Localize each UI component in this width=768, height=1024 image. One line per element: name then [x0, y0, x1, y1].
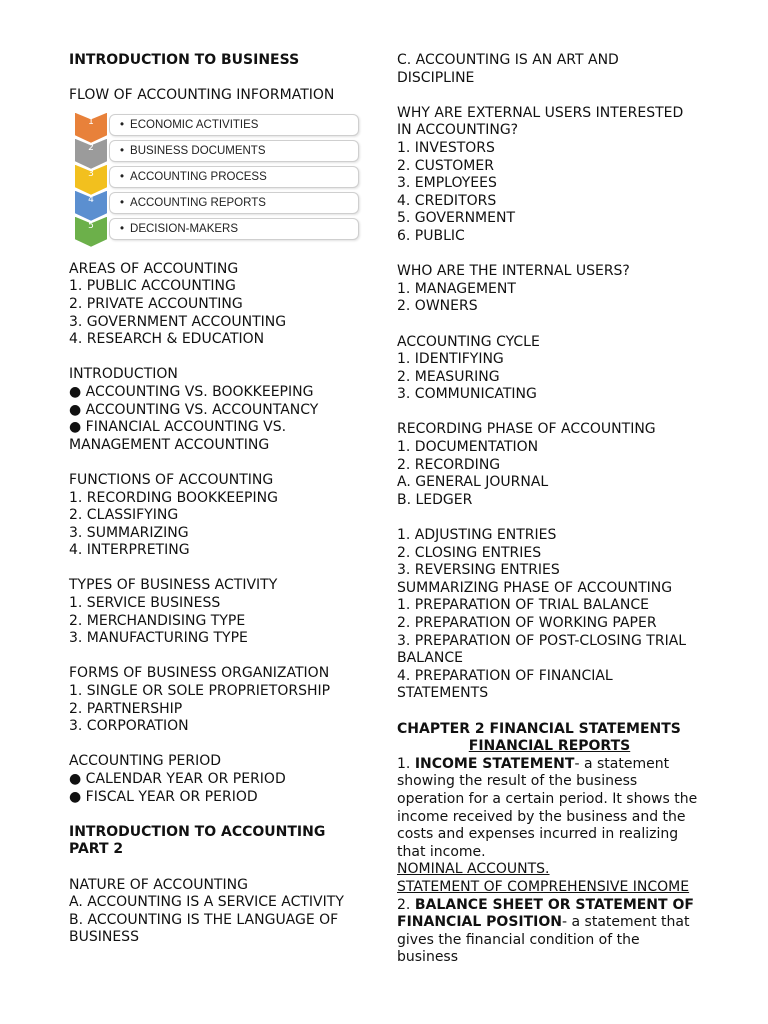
nature-continued: [397, 52, 702, 87]
right-column: [397, 52, 702, 967]
flow-step-label: • ACCOUNTING REPORTS: [120, 195, 266, 211]
flow-step-number: 3: [88, 168, 94, 179]
flow-step-box: [109, 114, 359, 136]
comprehensive-income-note: STATEMENT OF COMPREHENSIVE INCOME: [397, 878, 690, 895]
list-item: ● FINANCIAL ACCOUNTING VS.: [69, 419, 287, 436]
section-heading: TYPES OF BUSINESS ACTIVITY: [69, 577, 278, 594]
list-item: B. LEDGER: [397, 491, 473, 508]
list-item: 3. GOVERNMENT ACCOUNTING: [69, 313, 287, 330]
functions-section: [69, 472, 369, 560]
list-item: 2. MERCHANDISING TYPE: [69, 612, 246, 629]
list-item: 1. PREPARATION OF TRIAL BALANCE: [397, 597, 649, 614]
flow-step: [75, 165, 365, 189]
list-item: 1. DOCUMENTATION: [397, 439, 539, 456]
entries-section: [397, 527, 702, 703]
item-number: 2.: [397, 896, 415, 913]
list-item: 1. MANAGEMENT: [397, 280, 516, 297]
chapter-subtitle: FINANCIAL REPORTS: [468, 738, 631, 755]
flow-step-number: 2: [88, 142, 94, 153]
section-heading: INTRODUCTION: [69, 366, 178, 383]
section-title: INTRODUCTION TO ACCOUNTING: [69, 823, 326, 840]
term: BALANCE SHEET OR STATEMENT OF FINANCIAL POSITION: [397, 896, 694, 931]
section-heading: RECORDING PHASE OF ACCOUNTING: [397, 421, 656, 438]
intro-section: [69, 366, 369, 454]
list-item: 2. PRIVATE ACCOUNTING: [69, 295, 243, 312]
page-title: INTRODUCTION TO BUSINESS: [69, 52, 300, 68]
flow-step: [75, 191, 365, 215]
flow-step-label: • DECISION-MAKERS: [120, 221, 238, 237]
flow-step: [75, 113, 365, 137]
list-item: 4. PREPARATION OF FINANCIAL: [397, 667, 613, 684]
list-item: 3. SUMMARIZING: [69, 524, 189, 541]
item-number: 1.: [397, 755, 415, 772]
list-item: 1. SINGLE OR SOLE PROPRIETORSHIP: [69, 683, 331, 700]
section-heading: FUNCTIONS OF ACCOUNTING: [69, 471, 274, 488]
list-item: 3. COMMUNICATING: [397, 386, 537, 403]
list-item: A. GENERAL JOURNAL: [397, 474, 549, 491]
list-item: 3. REVERSING ENTRIES: [397, 562, 560, 579]
list-item: 2. CLOSING ENTRIES: [397, 544, 542, 561]
cycle-section: [397, 334, 702, 404]
balance-sheet-paragraph: [397, 897, 702, 967]
flow-step-label: • ACCOUNTING PROCESS: [120, 169, 267, 185]
list-item: 2. CUSTOMER: [397, 157, 494, 174]
recording-section: [397, 421, 702, 509]
flow-step-label: • BUSINESS DOCUMENTS: [120, 143, 266, 159]
definition: - a statement showing the result of the business operation for a certain period. It shows the income received by the business and the costs and expenses incurred in realizing that income.: [397, 755, 698, 860]
list-item: 5. GOVERNMENT: [397, 210, 516, 227]
list-item: 1. SERVICE BUSINESS: [69, 595, 221, 612]
list-item: B. ACCOUNTING IS THE LANGUAGE OF: [69, 911, 339, 928]
section-heading: AREAS OF ACCOUNTING: [69, 260, 239, 277]
flow-heading: FLOW OF ACCOUNTING INFORMATION: [69, 87, 335, 104]
definition: - a statement that gives the financial condition of the business: [397, 914, 690, 966]
section-heading: WHO ARE THE INTERNAL USERS?: [397, 263, 630, 280]
list-item: 1. IDENTIFYING: [397, 351, 504, 368]
list-item: 4. INTERPRETING: [69, 542, 190, 559]
list-item: A. ACCOUNTING IS A SERVICE ACTIVITY: [69, 894, 344, 911]
list-item: 1. PUBLIC ACCOUNTING: [69, 278, 236, 295]
list-item: 2. CLASSIFYING: [69, 507, 179, 524]
list-item: ● FISCAL YEAR OR PERIOD: [69, 788, 258, 805]
list-item: 2. OWNERS: [397, 298, 478, 315]
internal-users-section: [397, 263, 702, 316]
list-item: 2. PREPARATION OF WORKING PAPER: [397, 615, 657, 631]
list-item: 4. CREDITORS: [397, 192, 497, 209]
list-item: 1. ADJUSTING ENTRIES: [397, 527, 557, 544]
section-heading: ACCOUNTING CYCLE: [397, 333, 540, 350]
section-heading: ACCOUNTING PERIOD: [69, 753, 222, 770]
chapter-title: CHAPTER 2 FINANCIAL STATEMENTS: [397, 720, 681, 737]
flow-step-box: [109, 218, 359, 240]
chapter-2-section: [397, 721, 702, 967]
flow-step-number: 4: [88, 194, 94, 205]
list-item: 6. PUBLIC: [397, 227, 465, 244]
flow-step-number: 1: [88, 116, 94, 127]
flow-step-box: [109, 166, 359, 188]
external-users-section: [397, 105, 702, 246]
list-item: STATEMENTS: [397, 685, 489, 702]
flow-step-box: [109, 140, 359, 162]
flow-step-label: • ECONOMIC ACTIVITIES: [120, 117, 258, 133]
nominal-accounts-note: NOMINAL ACCOUNTS.: [397, 861, 550, 878]
list-item: 3. CORPORATION: [69, 718, 189, 735]
list-item: C. ACCOUNTING IS AN ART AND: [397, 52, 619, 68]
list-item: DISCIPLINE: [397, 69, 475, 86]
flow-step-number: 5: [88, 220, 94, 231]
list-item: ● ACCOUNTING VS. ACCOUNTANCY: [69, 401, 319, 418]
list-item: BUSINESS: [69, 929, 139, 946]
list-item: MANAGEMENT ACCOUNTING: [69, 436, 270, 453]
forms-section: [69, 665, 369, 735]
section-heading: SUMMARIZING PHASE OF ACCOUNTING: [397, 579, 673, 596]
flow-diagram: [75, 111, 375, 251]
nature-section: [69, 877, 369, 947]
section-heading: FORMS OF BUSINESS ORGANIZATION: [69, 665, 330, 682]
list-item: 2. RECORDING: [397, 456, 501, 473]
income-statement-paragraph: [397, 756, 702, 862]
flow-step-box: [109, 192, 359, 214]
list-item: ● ACCOUNTING VS. BOOKKEEPING: [69, 383, 314, 400]
list-item: 1. INVESTORS: [397, 139, 495, 156]
section-heading: IN ACCOUNTING?: [397, 122, 519, 139]
flow-step: [75, 217, 365, 241]
list-item: 3. PREPARATION OF POST-CLOSING TRIAL: [397, 632, 687, 649]
part2-heading: [69, 824, 369, 859]
list-item: 3. EMPLOYEES: [397, 175, 497, 192]
list-item: 4. RESEARCH & EDUCATION: [69, 331, 265, 348]
areas-section: [69, 261, 369, 349]
period-section: [69, 753, 369, 806]
list-item: 2. MEASURING: [397, 368, 500, 385]
list-item: ● CALENDAR YEAR OR PERIOD: [69, 771, 286, 787]
term: INCOME STATEMENT: [414, 755, 575, 772]
types-section: [69, 577, 369, 647]
section-heading: WHY ARE EXTERNAL USERS INTERESTED: [397, 104, 684, 121]
flow-step: [75, 139, 365, 163]
section-title: PART 2: [69, 841, 124, 858]
section-heading: NATURE OF ACCOUNTING: [69, 876, 248, 893]
list-item: 3. MANUFACTURING TYPE: [69, 630, 248, 647]
left-column: [69, 52, 369, 947]
list-item: BALANCE: [397, 650, 463, 667]
list-item: 1. RECORDING BOOKKEEPING: [69, 489, 278, 506]
list-item: 2. PARTNERSHIP: [69, 700, 183, 717]
